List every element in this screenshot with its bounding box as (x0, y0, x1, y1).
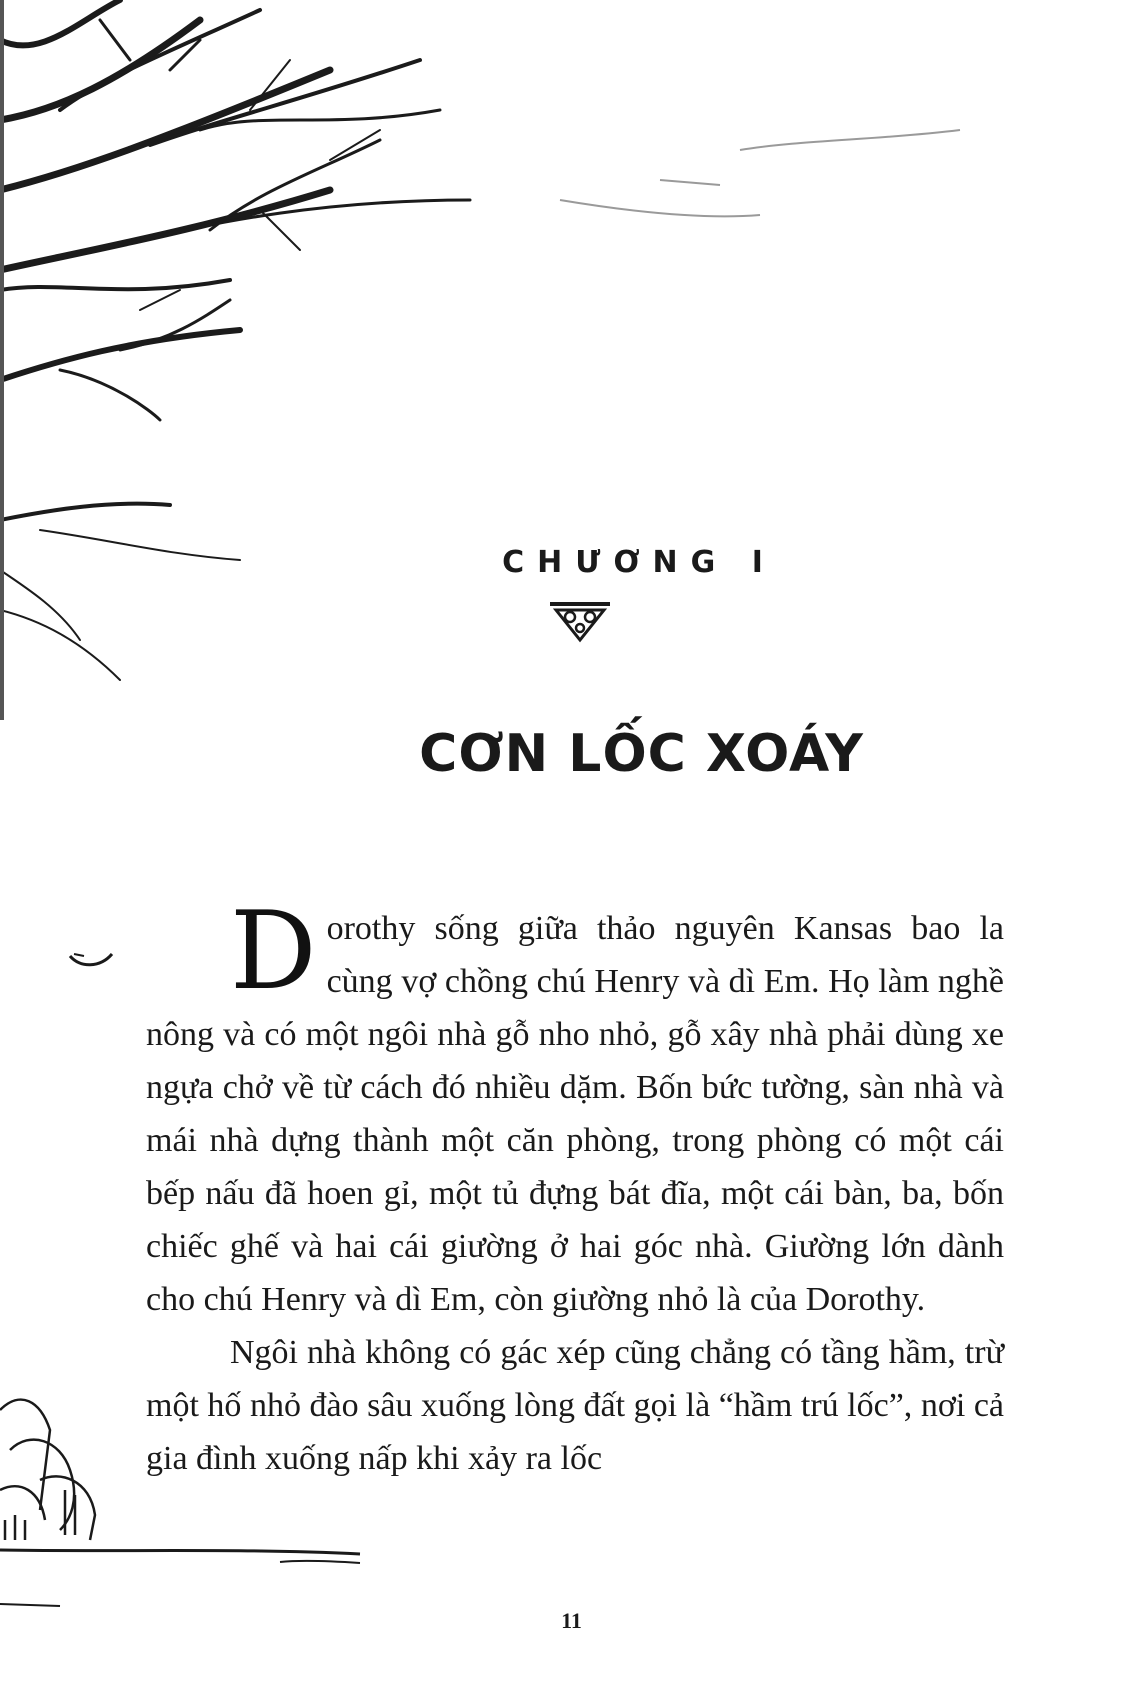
decorative-mark-icon (68, 950, 114, 968)
chapter-title: CƠN LỐC XOÁY (419, 724, 864, 784)
paragraph-1 (146, 889, 1004, 1326)
paragraph-2: Ngôi nhà không có gác xép cũng chẳng có tầng hầm, trừ một hố nhỏ đào sâu xuống lòng đất gọi là “hầm trú lốc”, nơi cả gia đình xuống nấp khi xảy ra lốc (146, 1334, 1004, 1477)
drop-cap: D (230, 889, 317, 1014)
chapter-label: CHƯƠNG I (502, 545, 776, 580)
page-number: 11 (561, 1608, 582, 1633)
paragraph-1-text: orothy sống giữa thảo nguyên Kansas bao la cùng vợ chồng chú Henry và dì Em. Họ làm nghề nông và có một ngôi nhà gỗ nho nhỏ, gỗ xây nhà phải dùng xe ngựa chở về từ cách đó nhiều dặm. Bốn bức tường, sàn nhà và mái nhà dựng thành một căn phòng, trong phòng có một cái bếp nấu đã hoen gỉ, một tủ đựng bát đĩa, một cái bàn, ba, bốn chiếc ghế và hai cái giường ở hai góc nhà. Giường lớn dành cho chú Henry và dì Em, còn giường nhỏ là của Dorothy. (146, 910, 1004, 1318)
chapter-ornament-icon (548, 600, 612, 644)
